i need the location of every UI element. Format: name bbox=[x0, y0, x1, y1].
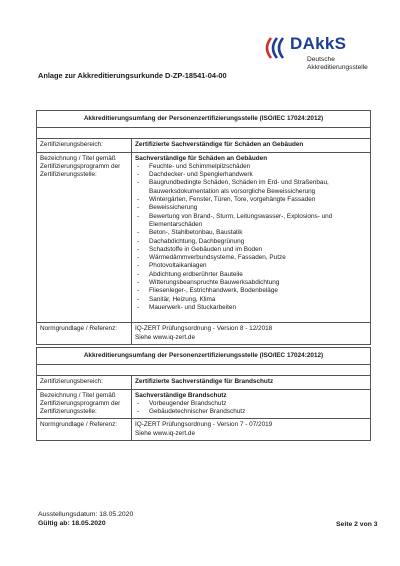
table-row bbox=[37, 376, 371, 389]
list-item: - Gebäudetechnischer Brandschutz bbox=[135, 408, 367, 416]
list-item: - Wärmedämmverbundsysteme, Fassaden, Putze bbox=[135, 254, 367, 262]
list-heading: Sachverständige für Schäden an Gebäuden bbox=[135, 154, 268, 162]
row-value bbox=[132, 152, 371, 323]
list-item: - Dachdecker- und Spenglerhandwerk bbox=[135, 171, 367, 179]
row-value bbox=[132, 389, 371, 419]
annex-title: Anlage zur Akkreditierungsurkunde D-ZP-18541-04-00 bbox=[38, 71, 227, 80]
table-title: Akkreditierungsumfang der Personenzertifizierungsstelle (ISO/IEC 17024:2012) bbox=[37, 111, 371, 128]
logo-name: DAkkS bbox=[290, 34, 347, 53]
row-value: Zertifizierte Sachverständige für Schäden an Gebäuden bbox=[132, 139, 371, 152]
list-item: - Schadstoffe in Gebäuden und im Boden bbox=[135, 246, 367, 254]
list-item: - Photovoltaikanlagen bbox=[135, 262, 367, 270]
table-row bbox=[37, 419, 371, 441]
list-heading: Sachverständige Brandschutz bbox=[135, 391, 227, 399]
list-item: - Wintergärten, Fenster, Türen, Tore, vorgehängte Fassaden bbox=[135, 196, 367, 204]
list-item: - Feuchte- und Schimmelpilzschäden bbox=[135, 163, 367, 171]
valid-from: Gültig ab: 18.05.2020 bbox=[38, 520, 106, 527]
dakks-emblem-icon bbox=[262, 36, 290, 60]
reference-link: Siehe www.iq-zert.de bbox=[135, 333, 196, 341]
list-item: - Sanitär, Heizung, Klima bbox=[135, 296, 367, 304]
table-row bbox=[37, 139, 371, 152]
table-row bbox=[37, 389, 371, 419]
scope-table-building-damage bbox=[36, 110, 371, 345]
scope-table-fire-protection bbox=[36, 347, 371, 441]
list-item: - Dachabdichtung, Dachbegrünung bbox=[135, 238, 367, 246]
reference-line: IQ-ZERT Prüfungsordnung - Version 8 - 12/2018 bbox=[135, 325, 273, 333]
list-item: - Baugrundbedingte Schäden, Schäden im Erd- und Straßenbau, Bauwerksdokumentation als vorsorgliche Beweissicherung bbox=[135, 179, 367, 196]
list-item: - Vorbeugender Brandschutz bbox=[135, 400, 367, 408]
row-value: Zertifizierte Sachverständige für Brandschutz bbox=[132, 376, 371, 389]
row-label: Normgrundlage / Referenz: bbox=[37, 419, 132, 441]
item-list bbox=[135, 400, 367, 417]
list-item: - Bewertung von Brand-, Sturm, Leitungswasser-, Explosions- und Elementarschäden bbox=[135, 213, 367, 230]
list-item: - Mauerwerk- und Stuckarbeiten bbox=[135, 304, 367, 312]
list-item: - Beweissicherung bbox=[135, 204, 367, 212]
list-item: - Fliesenleger-, Estrichhandwerk, Bodenbeläge bbox=[135, 287, 367, 295]
list-item: - Abdichtung erdberührter Bauteile bbox=[135, 271, 367, 279]
row-label: Normgrundlage / Referenz: bbox=[37, 323, 132, 345]
page-number: Seite 2 von 3 bbox=[336, 521, 378, 528]
logo-line-1: Deutsche bbox=[307, 56, 335, 63]
row-label: Bezeichnung / Titel gemäß Zertifizierungsprogramm der Zertifizierungsstelle: bbox=[37, 389, 132, 419]
reference-line: IQ-ZERT Prüfungsordnung - Version 7 - 07/2019 bbox=[135, 421, 273, 429]
reference-link: Siehe www.iq-zert.de bbox=[135, 429, 196, 437]
table-title: Akkreditierungsumfang der Personenzertifizierungsstelle (ISO/IEC 17024:2012) bbox=[37, 348, 371, 365]
list-item: - Witterungsbeanspruchte Bauwerksabdichtung bbox=[135, 279, 367, 287]
logo-line-2: Akkreditierungsstelle bbox=[307, 64, 368, 71]
issue-info bbox=[38, 510, 133, 528]
issue-date: Ausstellungsdatum: 18.05.2020 bbox=[38, 511, 134, 518]
row-label: Bezeichnung / Titel gemäß Zertifizierungsprogramm der Zertifizierungsstelle: bbox=[37, 152, 132, 323]
item-list bbox=[135, 163, 367, 312]
row-label: Zertifizierungsbereich: bbox=[37, 376, 132, 389]
row-value bbox=[132, 419, 371, 441]
row-value bbox=[132, 323, 371, 345]
dakks-logo bbox=[262, 36, 372, 76]
row-label: Zertifizierungsbereich: bbox=[37, 139, 132, 152]
table-row bbox=[37, 323, 371, 345]
list-item: - Beton-, Stahlbetonbau, Baustatik bbox=[135, 229, 367, 237]
table-row bbox=[37, 152, 371, 323]
